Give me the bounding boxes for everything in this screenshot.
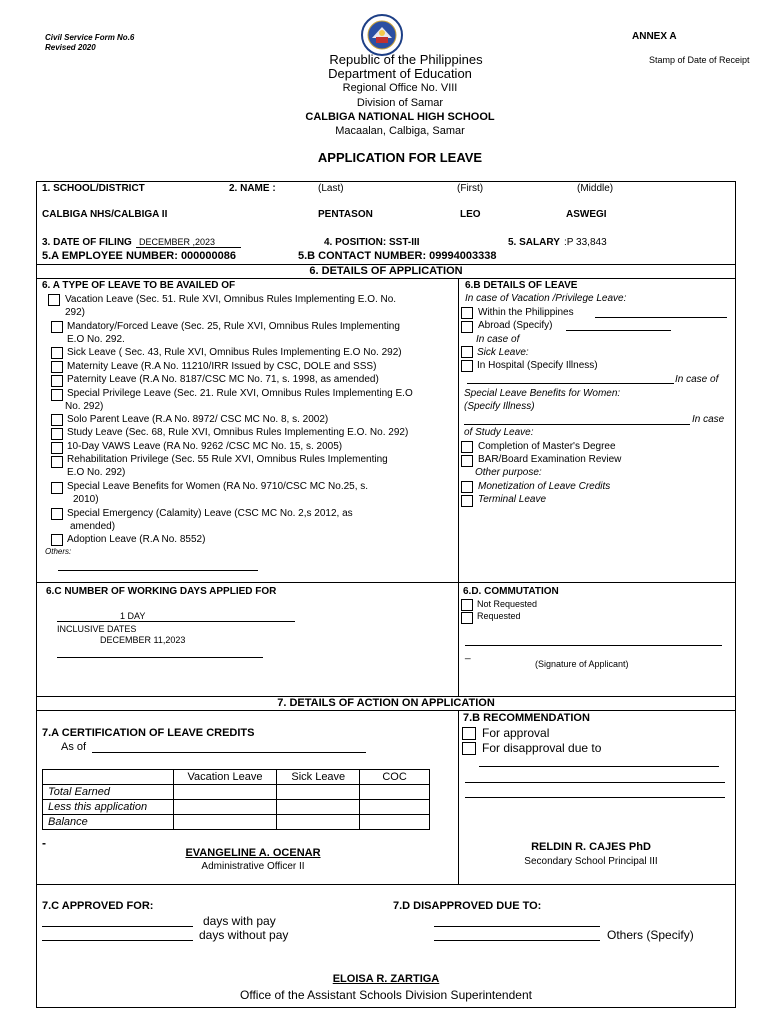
details-header: 6. DETAILS OF APPLICATION (309, 265, 463, 277)
days-with-pay-line[interactable] (42, 926, 193, 927)
vacation-case-label: In case of Vacation /Privilege Leave: (465, 293, 627, 304)
working-days-value: 1 DAY (120, 611, 146, 621)
working-days-title: 6.C NUMBER OF WORKING DAYS APPLIED FOR (46, 586, 277, 597)
signature-caption: (Signature of Applicant) (535, 659, 629, 669)
table-row (43, 815, 430, 830)
days-with-pay-label: days with pay (203, 914, 276, 928)
column-header: Vacation Leave (173, 770, 277, 785)
form-title: APPLICATION FOR LEAVE (317, 150, 483, 165)
principal-title: Secondary School Principal III (524, 856, 658, 867)
in-hospital-label: In Hospital (Specify Illness) (477, 360, 598, 371)
days-without-pay-label: days without pay (199, 928, 289, 942)
inclusive-dates-line[interactable] (57, 657, 263, 658)
checkbox-sick-leave[interactable] (51, 347, 63, 359)
signature-dash: _ (465, 649, 471, 660)
disapproved-title: 7.D DISAPPROVED DUE TO: (393, 900, 542, 912)
school-district-value: CALBIGA NHS/CALBIGA II (42, 209, 168, 220)
others-specify-line[interactable] (434, 940, 600, 941)
in-case-label: In case (692, 414, 725, 425)
leave-type-label-cont: No. 292) (65, 401, 104, 412)
not-requested-label: Not Requested (477, 599, 538, 609)
working-days-line[interactable] (57, 621, 295, 622)
officer-name: EVANGELINE A. OCENAR (185, 847, 321, 859)
as-of-label: As of (61, 741, 87, 753)
within-philippines-label: Within the Philippines (478, 307, 574, 318)
as-of-line[interactable] (92, 752, 366, 753)
monetization-label: Monetization of Leave Credits (478, 481, 611, 492)
masters-degree-label: Completion of Master's Degree (478, 441, 616, 452)
deped-seal (359, 14, 405, 56)
commutation-title: 6.D. COMMUTATION (463, 586, 559, 597)
leave-type-label: Special Privilege Leave (Sec. 21. Rule XVI, Omnibus Rules Implementing E.O (67, 388, 413, 399)
leave-type-label: Sick Leave ( Sec. 43, Rule XVI, Omnibus Rules Implementing E.O No. 292) (67, 347, 402, 358)
checkbox-in-hospital[interactable] (461, 360, 473, 372)
checkbox-for-approval[interactable] (462, 727, 476, 740)
sick-case-label: In case of (476, 334, 520, 345)
checkbox-masters-degree[interactable] (461, 441, 473, 453)
women-illness-line[interactable] (464, 424, 690, 425)
date-of-filing-label: 3. DATE OF FILING (42, 237, 132, 248)
checkbox-maternity-leave[interactable] (51, 361, 63, 373)
leave-type-label: Solo Parent Leave (R.A No. 8972/ CSC MC No. 8, s. 2002) (67, 414, 329, 425)
action-header: 7. DETAILS OF ACTION ON APPLICATION (277, 697, 495, 709)
disapproval-reason-line[interactable] (465, 797, 725, 798)
leave-type-label: Mandatory/Forced Leave (Sec. 25, Rule XVI, Omnibus Rules Implementing (67, 321, 400, 332)
checkbox-adoption-leave[interactable] (51, 534, 63, 546)
middle-name-value: ASWEGI (566, 209, 607, 220)
middle-name-label: (Middle) (577, 183, 614, 194)
checkbox-solo-parent-leave[interactable] (51, 414, 63, 426)
certification-dash: - (42, 836, 46, 850)
checkbox-within-philippines[interactable] (461, 307, 473, 319)
date-of-filing-value: DECEMBER ,2023 (139, 237, 216, 247)
first-name-value: LEO (460, 209, 481, 220)
asds-name: ELOISA R. ZARTIGA (332, 973, 440, 985)
officer-title: Administrative Officer II (201, 861, 305, 872)
checkbox-bar-review[interactable] (461, 455, 473, 467)
leave-type-label: 10-Day VAWS Leave (RA No. 9262 /CSC MC No. 15, s. 2005) (67, 441, 343, 452)
checkbox-abroad[interactable] (461, 321, 473, 333)
abroad-line[interactable] (566, 330, 671, 331)
bar-review-label: BAR/Board Examination Review (478, 454, 622, 465)
division-heading: Division of Samar (356, 97, 444, 109)
row-label: Balance (43, 815, 174, 830)
leave-type-label: Special Leave Benefits for Women (RA No. 9710/CSC MC No.25, s. (67, 481, 369, 492)
signature-line[interactable] (465, 645, 722, 646)
checkbox-study-leave[interactable] (51, 428, 63, 440)
checkbox-for-disapproval[interactable] (462, 742, 476, 755)
checkbox-paternity-leave[interactable] (51, 375, 63, 387)
details-of-leave-title: 6.B DETAILS OF LEAVE (465, 280, 578, 291)
study-case-label: of Study Leave: (464, 427, 534, 438)
approved-for-title: 7.C APPROVED FOR: (42, 900, 154, 912)
checkbox-special-emergency-leave[interactable] (51, 508, 63, 520)
checkbox-special-privilege-leave[interactable] (51, 389, 63, 401)
checkbox-sick-leave-detail[interactable] (461, 346, 473, 358)
leave-type-label-cont: E.O No. 292) (67, 467, 126, 478)
inclusive-dates-value: DECEMBER 11,2023 (100, 635, 186, 645)
employee-number: 5.A EMPLOYEE NUMBER: 000000086 (42, 250, 236, 262)
asds-title: Office of the Assistant Schools Division Superintendent (240, 988, 532, 1002)
requested-label: Requested (477, 611, 521, 621)
certification-title: 7.A CERTIFICATION OF LEAVE CREDITS (42, 727, 255, 739)
others-label: Others: (45, 547, 72, 556)
checkbox-vacation-leave[interactable] (48, 294, 60, 306)
leave-type-label-cont: 292) (65, 307, 86, 318)
leave-type-label: Rehabilitation Privilege (Sec. 55 Rule XVI, Omnibus Rules Implementing (67, 454, 388, 465)
in-case-of-label: In case of (675, 374, 719, 385)
leave-type-label: Paternity Leave (R.A No. 8187/CSC MC No. 71, s. 1998, as amended) (67, 374, 379, 385)
abroad-label: Abroad (Specify) (478, 320, 553, 331)
checkbox-terminal-leave[interactable] (461, 495, 473, 507)
last-name-label: (Last) (318, 183, 344, 194)
leave-type-label: Vacation Leave (Sec. 51. Rule XVI, Omnibus Rules Implementing E.O. No. (65, 294, 397, 305)
column-header: COC (360, 770, 430, 785)
name-label: 2. NAME : (229, 183, 276, 194)
salary-value: :P 33,843 (564, 237, 607, 248)
department-heading: Department of Education (328, 66, 472, 81)
stamp-label: Stamp of Date of Receipt (649, 55, 750, 65)
others-specify-label: Others (Specify) (607, 928, 694, 942)
within-philippines-line[interactable] (595, 317, 727, 318)
first-name-label: (First) (457, 183, 484, 194)
school-heading: CALBIGA NATIONAL HIGH SCHOOL (305, 111, 495, 123)
for-disapproval-label: For disapproval due to (482, 741, 602, 755)
principal-name: RELDIN R. CAJES PhD (531, 841, 651, 853)
row-label: Less this application (43, 800, 174, 815)
checkbox-requested[interactable] (461, 612, 473, 624)
terminal-leave-label: Terminal Leave (478, 494, 547, 505)
row-label: Total Earned (43, 785, 174, 800)
school-district-label: 1. SCHOOL/DISTRICT (42, 183, 145, 194)
checkbox-vaws-leave[interactable] (51, 442, 63, 454)
illness-line[interactable] (467, 383, 674, 384)
contact-number: 5.B CONTACT NUMBER: 09994003338 (298, 250, 497, 262)
leave-type-title: 6. A TYPE OF LEAVE TO BE AVAILED OF (42, 280, 236, 291)
republic-heading: Republic of the Philippines (329, 52, 483, 67)
column-header: Sick Leave (277, 770, 360, 785)
form-number: Civil Service Form No.6 (45, 33, 135, 42)
leave-type-label-cont: amended) (70, 521, 116, 532)
region-heading: Regional Office No. VIII (342, 82, 458, 94)
others-input-line[interactable] (58, 570, 258, 571)
checkbox-rehabilitation-privilege[interactable] (51, 456, 63, 468)
salary-label: 5. SALARY (508, 237, 560, 248)
disapproved-reason-line[interactable] (434, 926, 600, 927)
checkbox-mandatory-leave[interactable] (51, 321, 63, 333)
table-row (43, 800, 430, 815)
women-case-label: Special Leave Benefits for Women: (464, 388, 621, 399)
disapproval-reason-line[interactable] (465, 782, 725, 783)
last-name-value: PENTASON (318, 209, 373, 220)
disapproval-reason-line[interactable] (479, 766, 719, 767)
checkbox-not-requested[interactable] (461, 599, 473, 611)
leave-type-label: Adoption Leave (R.A No. 8552) (67, 534, 206, 545)
recommendation-title: 7.B RECOMMENDATION (463, 712, 590, 724)
leave-credits-table (42, 769, 430, 830)
specify-illness-label: (Specify Illness) (464, 401, 535, 412)
other-purpose-label: Other purpose: (475, 467, 542, 478)
for-approval-label: For approval (482, 726, 550, 740)
leave-type-label: Special Emergency (Calamity) Leave (CSC MC No. 2,s 2012, as (67, 508, 353, 519)
leave-type-label: Maternity Leave (R.A No. 11210/IRR Issued by CSC, DOLE and SSS) (67, 361, 377, 372)
address-heading: Macaalan, Calbiga, Samar (335, 125, 465, 137)
days-without-pay-line[interactable] (42, 940, 193, 941)
form-revision: Revised 2020 (45, 43, 96, 52)
position-label: 4. POSITION: SST-III (324, 237, 420, 248)
leave-type-label: Study Leave (Sec. 68, Rule XVI, Omnibus Rules Implementing E.O. No. 292) (67, 427, 409, 438)
sick-leave-detail-label: Sick Leave: (477, 347, 529, 358)
checkbox-monetization[interactable] (461, 481, 473, 493)
annex-label: ANNEX A (632, 31, 677, 42)
checkbox-special-leave-women[interactable] (51, 482, 63, 494)
table-row (43, 785, 430, 800)
inclusive-dates-label: INCLUSIVE DATES (57, 624, 137, 634)
leave-type-label-cont: 2010) (73, 494, 99, 505)
leave-type-label-cont: E.O No. 292. (67, 334, 125, 345)
